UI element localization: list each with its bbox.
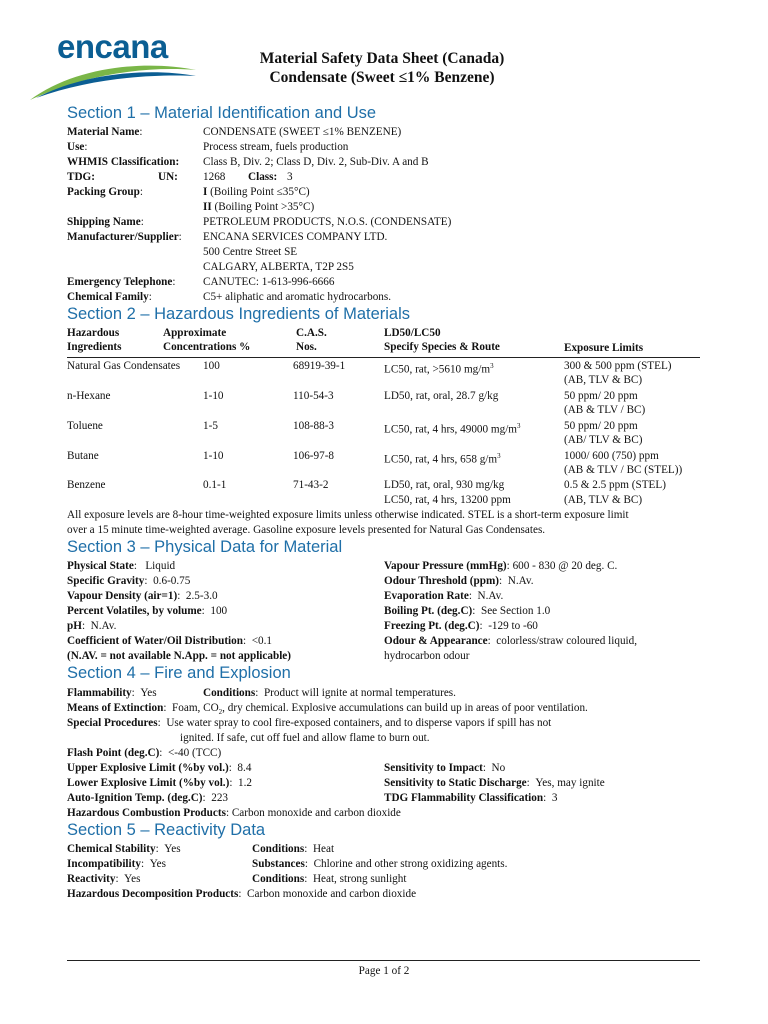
table-row: n-Hexane (67, 390, 111, 402)
upper-explosive-limit: Upper Explosive Limit (%by vol.): 8.4 (67, 762, 252, 774)
odour-appearance: Odour & Appearance: colorless/straw coloured liquid, (384, 635, 638, 647)
incompatibility: Incompatibility: Yes (67, 858, 166, 870)
packing-group-2: II (Boiling Point >35°C) (203, 201, 315, 213)
sensitivity-static: Sensitivity to Static Discharge: Yes, may ignite (384, 777, 605, 789)
row-exposure-2: (AB, TLV & BC) (564, 494, 643, 506)
fire-conditions: Conditions: Product will ignite at normal temperatures. (203, 687, 456, 699)
packing-group-label: Packing Group: (67, 186, 143, 198)
special-procedures: Special Procedures: Use water spray to cool fire-exposed containers, and to disperse vapors if spill has not (67, 717, 552, 729)
table-row: Toluene (67, 420, 103, 432)
material-name-label: Material Name: (67, 126, 143, 138)
title-line-2: Condensate (Sweet ≤1% Benzene) (269, 69, 495, 86)
whmis-value: Class B, Div. 2; Class D, Div. 2, Sub-Div. A and B (203, 156, 429, 168)
chemical-family-label: Chemical Family: (67, 291, 152, 303)
flash-point: Flash Point (deg.C): <-40 (TCC) (67, 747, 222, 759)
row-ld50: LC50, rat, 4 hrs, 658 $g/m^3$ (384, 452, 501, 466)
reactivity-conditions: Conditions: Heat, strong sunlight (252, 873, 407, 885)
row-exposure-2: (AB & TLV / BC (STEL)) (564, 464, 683, 476)
table-row: Benzene (67, 479, 106, 491)
auto-ignition-temp: Auto-Ignition Temp. (deg.C): 223 (67, 792, 228, 804)
vapour-pressure: Vapour Pressure (mmHg): 600 - 830 @ 20 deg. C. (384, 560, 618, 572)
tdg-flammability: TDG Flammability Classification: 3 (384, 792, 558, 804)
class-value: 3 (287, 171, 293, 183)
emergency-label: Emergency Telephone: (67, 276, 176, 288)
combustion-products: Hazardous Combustion Products: Carbon monoxide and carbon dioxide (67, 807, 401, 819)
section-1-heading: Section 1 – Material Identification and Use (67, 104, 377, 122)
chemical-stability: Chemical Stability: Yes (67, 843, 181, 855)
footer-rule (67, 960, 700, 961)
manufacturer-line-2: 500 Centre Street SE (203, 246, 298, 258)
row-cas: 110-54-3 (293, 390, 334, 402)
material-name-value: CONDENSATE (SWEET ≤1% BENZENE) (203, 126, 402, 138)
lower-explosive-limit: Lower Explosive Limit (%by vol.): 1.2 (67, 777, 253, 789)
section-4-heading: Section 4 – Fire and Explosion (67, 664, 291, 682)
emergency-value: CANUTEC: 1-613-996-6666 (203, 276, 335, 288)
chemical-family-value: C5+ aliphatic and aromatic hydrocarbons. (203, 291, 392, 303)
shipping-name-value: PETROLEUM PRODUCTS, N.O.S. (CONDENSATE) (203, 216, 452, 228)
row-exposure-1: 1000/ 600 (750) ppm (564, 450, 659, 462)
row-cas: 106-97-8 (293, 450, 335, 462)
shipping-name-label: Shipping Name: (67, 216, 144, 228)
row-ld50: LD50, rat, oral, 930 mg/kg (384, 479, 505, 491)
row-ld50-2: LC50, rat, 4 hrs, 13200 ppm (384, 494, 511, 506)
exposure-note-line-1: All exposure levels are 8-hour time-weighted exposure limits unless otherwise indicated. STEL is a short-term exposure limit (67, 509, 629, 521)
boiling-point: Boiling Pt. (deg.C): See Section 1.0 (384, 605, 551, 617)
sensitivity-impact: Sensitivity to Impact: No (384, 762, 506, 774)
row-concentration: 1-10 (203, 450, 224, 462)
row-concentration: 0.1-1 (203, 479, 227, 491)
physical-state: Physical State: Liquid (67, 560, 176, 572)
vapour-density: Vapour Density (air=1): 2.5-3.0 (67, 590, 218, 602)
percent-volatiles: Percent Volatiles, by volume: 100 (67, 605, 228, 617)
use-label: Use: (67, 141, 88, 153)
encana-logo (26, 16, 198, 92)
page-number: Page 1 of 2 (358, 965, 410, 977)
tdg-label: TDG: (67, 171, 95, 183)
table-row: Butane (67, 450, 99, 462)
col-header-exposure: Exposure Limits (564, 342, 644, 354)
logo-swoosh-icon (26, 56, 198, 102)
section-5-heading: Section 5 – Reactivity Data (67, 821, 266, 839)
table-header-rule (67, 357, 700, 358)
row-ld50: LC50, rat, >5610 $mg/m^3$ (384, 362, 494, 376)
exposure-note-line-2: over a 15 minute time-weighted average. Gasoline exposure levels presented for Natural Gas Condensates. (67, 524, 546, 536)
row-exposure-1: 50 ppm/ 20 ppm (564, 420, 638, 432)
odour-appearance-cont: hydrocarbon odour (384, 650, 470, 662)
row-cas: 108-88-3 (293, 420, 335, 432)
incompatible-substances: Substances: Chlorine and other strong oxidizing agents. (252, 858, 508, 870)
manufacturer-label: Manufacturer/Supplier: (67, 231, 182, 243)
ph-value: pH: N.Av. (67, 620, 117, 632)
decomposition-products: Hazardous Decomposition Products: Carbon monoxide and carbon dioxide (67, 888, 417, 900)
abbreviation-footnote: (N.AV. = not available N.App. = not applicable) (67, 650, 291, 662)
odour-threshold: Odour Threshold (ppm): N.Av. (384, 575, 534, 587)
specific-gravity: Specific Gravity: 0.6-0.75 (67, 575, 191, 587)
special-procedures-cont: ignited. If safe, cut off fuel and allow flame to burn out. (180, 732, 430, 744)
freezing-point: Freezing Pt. (deg.C): -129 to -60 (384, 620, 538, 632)
row-exposure-1: 0.5 & 2.5 ppm (STEL) (564, 479, 666, 491)
row-exposure-2: (AB, TLV & BC) (564, 374, 643, 386)
table-row: Natural Gas Condensates (67, 360, 181, 372)
class-label: Class: (248, 171, 278, 183)
row-concentration: 100 (203, 360, 220, 372)
water-oil-coefficient: Coefficient of Water/Oil Distribution: <0.1 (67, 635, 272, 647)
row-exposure-1: 50 ppm/ 20 ppm (564, 390, 638, 402)
row-ld50: LC50, rat, 4 hrs, 49000 $mg/m^3$ (384, 422, 521, 436)
whmis-label: WHMIS Classification: (67, 156, 180, 168)
col-header-ingredients: Hazardous Ingredients (67, 327, 122, 353)
row-cas: 71-43-2 (293, 479, 329, 491)
col-header-cas: C.A.S. Nos. (296, 327, 327, 353)
col-header-concentration: Approximate Concentrations % (163, 327, 251, 353)
logo-wordmark: encana (57, 28, 168, 65)
manufacturer-line-1: ENCANA SERVICES COMPANY LTD. (203, 231, 388, 243)
manufacturer-line-3: CALGARY, ALBERTA, T2P 2S5 (203, 261, 354, 273)
evaporation-rate: Evaporation Rate: N.Av. (384, 590, 504, 602)
un-label: UN: (158, 171, 178, 183)
row-cas: 68919-39-1 (293, 360, 346, 372)
section-2-heading: Section 2 – Hazardous Ingredients of Materials (67, 305, 411, 323)
section-3-heading: Section 3 – Physical Data for Material (67, 538, 343, 556)
use-value: Process stream, fuels production (203, 141, 349, 153)
flammability: Flammability: Yes (67, 687, 157, 699)
col-header-ld50: LD50/LC50 Specify Species & Route (384, 327, 500, 353)
row-ld50: LD50, rat, oral, 28.7 g/kg (384, 390, 499, 402)
row-exposure-2: (AB/ TLV & BC) (564, 434, 643, 446)
title-line-1: Material Safety Data Sheet (Canada) (259, 50, 505, 67)
stability-conditions: Conditions: Heat (252, 843, 335, 855)
un-value: 1268 (203, 171, 226, 183)
document-title (232, 49, 532, 87)
row-concentration: 1-5 (203, 420, 218, 432)
row-exposure-1: 300 & 500 ppm (STEL) (564, 360, 672, 372)
packing-group-1: I (Boiling Point ≤35°C) (203, 186, 310, 198)
means-of-extinction: Means of Extinction: Foam, $CO_2$, dry chemical. Explosive accumulations can build up in areas of poor ventilation. (67, 702, 588, 717)
reactivity: Reactivity: Yes (67, 873, 141, 885)
row-concentration: 1-10 (203, 390, 224, 402)
row-exposure-2: (AB & TLV / BC) (564, 404, 646, 416)
